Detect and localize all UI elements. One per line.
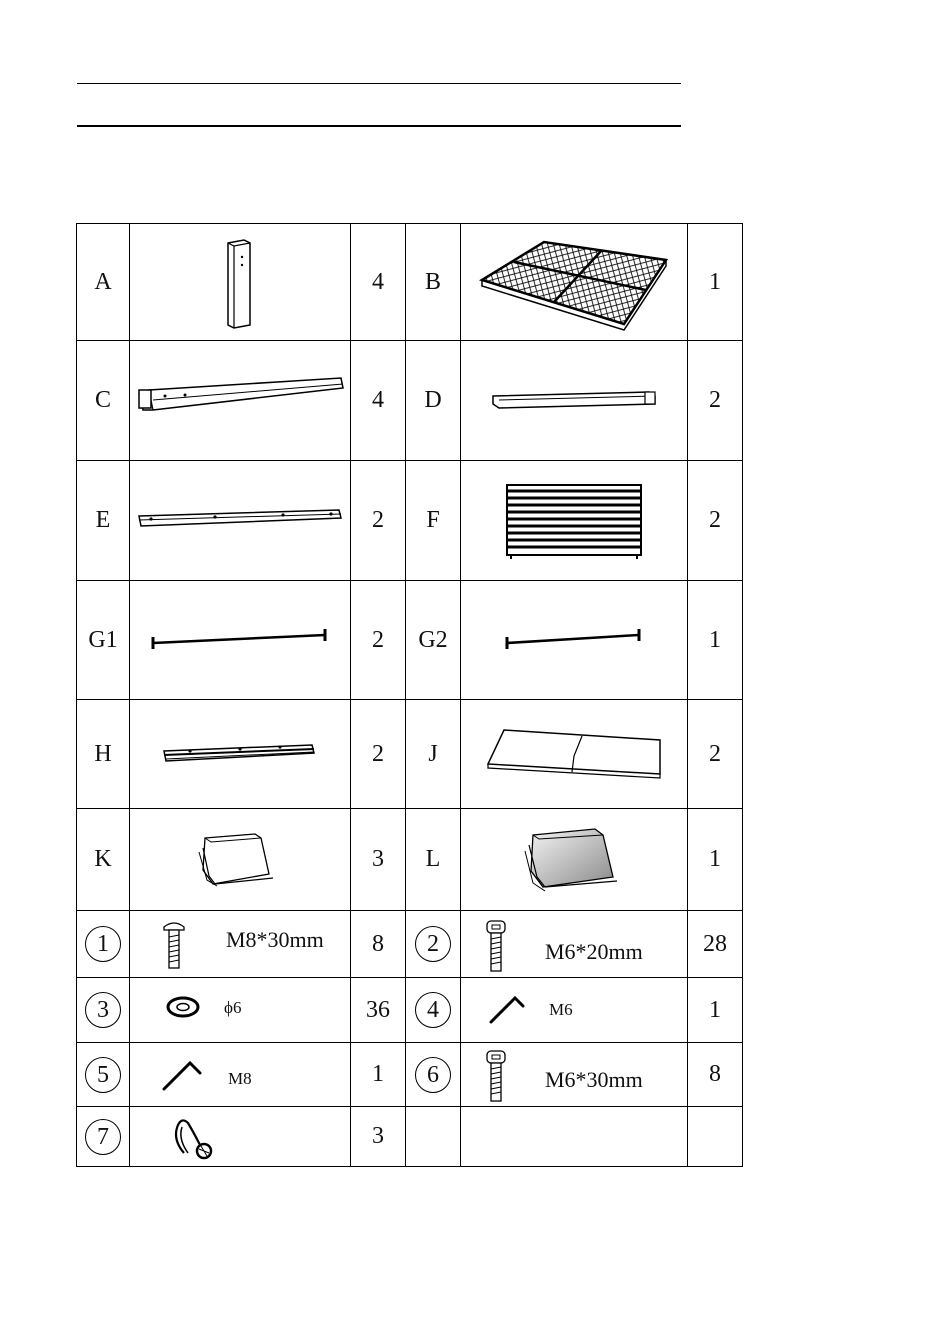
rod-icon: [130, 581, 351, 700]
hardware-number-empty: [406, 1107, 461, 1167]
hardware-number: 3: [77, 978, 130, 1043]
hardware-item: [130, 1043, 351, 1107]
hardware-qty: 3: [351, 1107, 406, 1167]
part-qty: 2: [351, 581, 406, 700]
part-letter: D: [406, 341, 461, 461]
allen-key-icon: [487, 990, 527, 1026]
part-letter: A: [77, 224, 130, 341]
part-qty: 2: [688, 700, 743, 809]
part-letter: H: [77, 700, 130, 809]
square-post-icon: [130, 224, 351, 341]
hardware-row: [77, 1107, 743, 1167]
hardware-item: [130, 911, 351, 978]
hardware-row: [77, 911, 743, 978]
allen-key-icon: [160, 1055, 204, 1095]
hardware-qty: 8: [688, 1043, 743, 1107]
folded-cover-shaded-icon: [461, 809, 688, 911]
hardware-size: M6*20mm: [545, 939, 643, 964]
hardware-item: [461, 1043, 688, 1107]
bolt-icon: [162, 919, 186, 971]
part-letter: G1: [77, 581, 130, 700]
hardware-number: 6: [406, 1043, 461, 1107]
hardware-row: [77, 978, 743, 1043]
part-qty: 1: [688, 224, 743, 341]
hardware-qty: 1: [688, 978, 743, 1043]
parts-row: [77, 809, 743, 911]
parts-list-table: [76, 223, 743, 1167]
flat-rail-icon: [130, 461, 351, 581]
short-rod-icon: [461, 581, 688, 700]
mesh-panel-icon: [461, 224, 688, 341]
hardware-item: [461, 911, 688, 978]
part-qty: 2: [688, 461, 743, 581]
parts-row: [77, 461, 743, 581]
hardware-qty: 1: [351, 1043, 406, 1107]
hardware-qty: 28: [688, 911, 743, 978]
hardware-row: [77, 1043, 743, 1107]
parts-row: [77, 700, 743, 809]
hardware-number: 1: [77, 911, 130, 978]
part-letter: G2: [406, 581, 461, 700]
short-tube-icon: [461, 341, 688, 461]
hardware-number: 7: [77, 1107, 130, 1167]
parts-row: [77, 341, 743, 461]
part-qty: 2: [688, 341, 743, 461]
channel-rail-icon: [130, 700, 351, 809]
part-letter: C: [77, 341, 130, 461]
socket-screw-icon: [485, 1049, 507, 1103]
hardware-number: 2: [406, 911, 461, 978]
bungee-ball-icon: [170, 1113, 220, 1161]
hardware-item: [461, 978, 688, 1043]
part-qty: 1: [688, 581, 743, 700]
hardware-size: M6*30mm: [545, 1067, 643, 1092]
slatted-panel-icon: [461, 461, 688, 581]
parts-row: [77, 224, 743, 341]
part-qty: 2: [351, 700, 406, 809]
hardware-number: 5: [77, 1043, 130, 1107]
part-letter: E: [77, 461, 130, 581]
hardware-item-empty: [461, 1107, 688, 1167]
part-qty: 1: [688, 809, 743, 911]
header-rule-bottom: [77, 125, 681, 127]
hardware-size: M6: [549, 1000, 573, 1019]
parts-row: [77, 581, 743, 700]
part-qty: 3: [351, 809, 406, 911]
hardware-item: [130, 978, 351, 1043]
long-beam-icon: [130, 341, 351, 461]
hardware-item: [130, 1107, 351, 1167]
part-letter: K: [77, 809, 130, 911]
folded-cover-icon: [130, 809, 351, 911]
hardware-number: 4: [406, 978, 461, 1043]
part-letter: F: [406, 461, 461, 581]
part-letter: J: [406, 700, 461, 809]
hardware-qty: 36: [351, 978, 406, 1043]
hardware-size: M8*30mm: [226, 927, 324, 952]
washer-icon: [166, 996, 200, 1018]
part-qty: 4: [351, 224, 406, 341]
part-qty: 4: [351, 341, 406, 461]
hardware-qty: 8: [351, 911, 406, 978]
hardware-qty-empty: [688, 1107, 743, 1167]
socket-screw-icon: [485, 919, 507, 973]
part-letter: B: [406, 224, 461, 341]
hardware-size: ϕ6: [224, 998, 242, 1017]
header-rule-top: [77, 83, 681, 84]
part-qty: 2: [351, 461, 406, 581]
hardware-size: M8: [228, 1069, 252, 1088]
board-icon: [461, 700, 688, 809]
part-letter: L: [406, 809, 461, 911]
